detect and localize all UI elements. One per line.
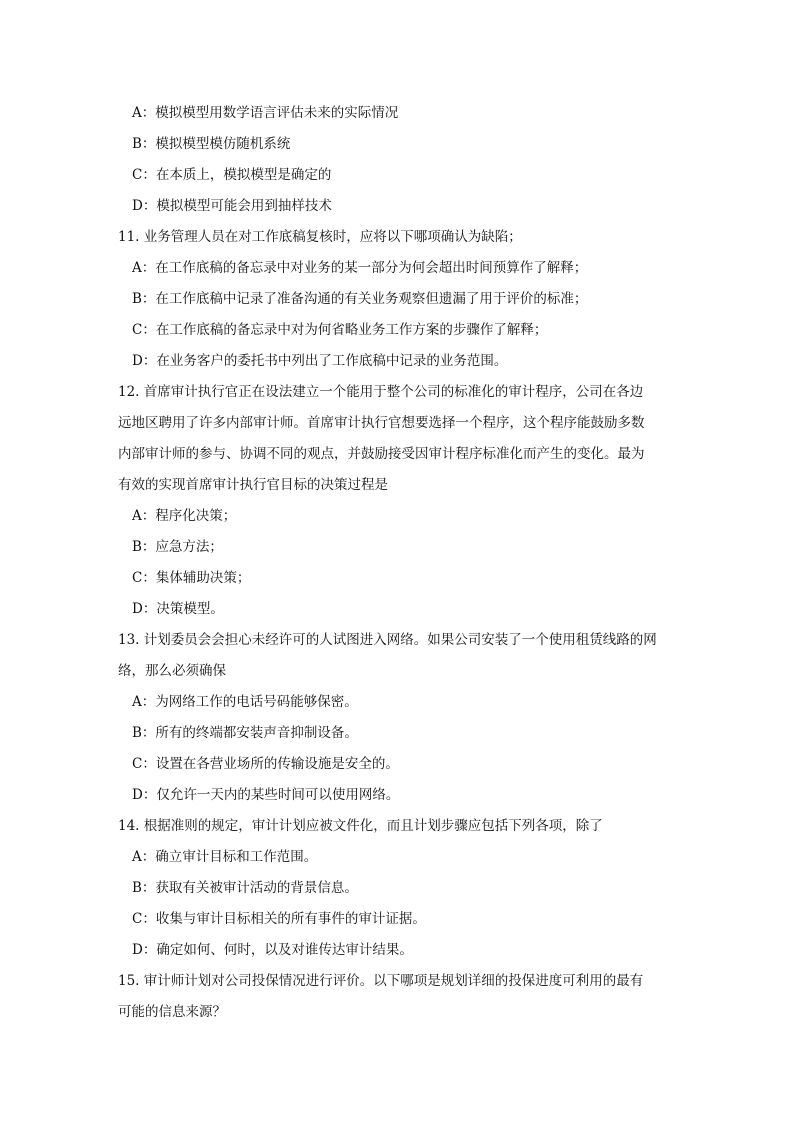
q12-option-d: D：决策模型。	[132, 601, 224, 617]
q14-option-c: C：收集与审计目标相关的所有事件的审计证据。	[132, 911, 426, 927]
q13-stem-line-1: 13. 计划委员会会担心未经许可的人试图进入网络。如果公司安装了一个使用租赁线路的网	[118, 632, 657, 648]
q10-option-b: B：模拟模型模仿随机系统	[132, 136, 291, 152]
q10-option-d: D：模拟模型可能会用到抽样技术	[132, 198, 332, 214]
q13-option-c: C：设置在各营业场所的传输设施是安全的。	[132, 756, 399, 772]
q12-stem-line-3: 内部审计师的参与、协调不同的观点，并鼓励接受因审计程序标准化而产生的变化。最为	[118, 446, 645, 462]
q13-option-d: D：仅允许一天内的某些时间可以使用网络。	[132, 787, 400, 803]
q14-stem: 14. 根据准则的规定，审计计划应被文件化，而且计划步骤应包括下列各项，除了	[118, 818, 603, 834]
q13-stem-line-2: 络，那么必须确保	[118, 663, 226, 679]
q12-option-a: A：程序化决策；	[132, 508, 237, 524]
q10-option-c: C：在本质上，模拟模型是确定的	[132, 167, 332, 183]
q14-option-a: A：确立审计目标和工作范围。	[132, 849, 318, 865]
q12-option-b: B：应急方法；	[132, 539, 223, 555]
q10-option-a: A：模拟模型用数学语言评估未来的实际情况	[132, 105, 399, 121]
q12-stem-line-4: 有效的实现首席审计执行官目标的决策过程是	[118, 477, 388, 493]
q13-option-b: B：所有的终端都安装声音抑制设备。	[132, 725, 358, 741]
q14-option-d: D：确定如何、何时，以及对谁传达审计结果。	[132, 942, 413, 958]
q11-option-b: B：在工作底稿中记录了准备沟通的有关业务观察但遗漏了用于评价的标准；	[132, 291, 588, 307]
q14-option-b: B：获取有关被审计活动的背景信息。	[132, 880, 358, 896]
q15-stem-line-2: 可能的信息来源？	[118, 1004, 226, 1020]
q13-option-a: A：为网络工作的电话号码能够保密。	[132, 694, 358, 710]
q11-stem: 11. 业务管理人员在对工作底稿复核时，应将以下哪项确认为缺陷；	[118, 229, 522, 245]
q12-option-c: C：集体辅助决策；	[132, 570, 251, 586]
q12-stem-line-2: 远地区聘用了许多内部审计师。首席审计执行官想要选择一个程序，这个程序能鼓励多数	[118, 415, 645, 431]
q12-stem-line-1: 12. 首席审计执行官正在设法建立一个能用于整个公司的标准化的审计程序，公司在各边	[118, 384, 644, 400]
q11-option-a: A：在工作底稿的备忘录中对业务的某一部分为何会超出时间预算作了解释；	[132, 260, 588, 276]
q11-option-d: D：在业务客户的委托书中列出了工作底稿中记录的业务范围。	[132, 353, 508, 369]
q11-option-c: C：在工作底稿的备忘录中对为何省略业务工作方案的步骤作了解释；	[132, 322, 548, 338]
q15-stem-line-1: 15. 审计师计划对公司投保情况进行评价。以下哪项是规划详细的投保进度可利用的最有	[118, 973, 644, 989]
